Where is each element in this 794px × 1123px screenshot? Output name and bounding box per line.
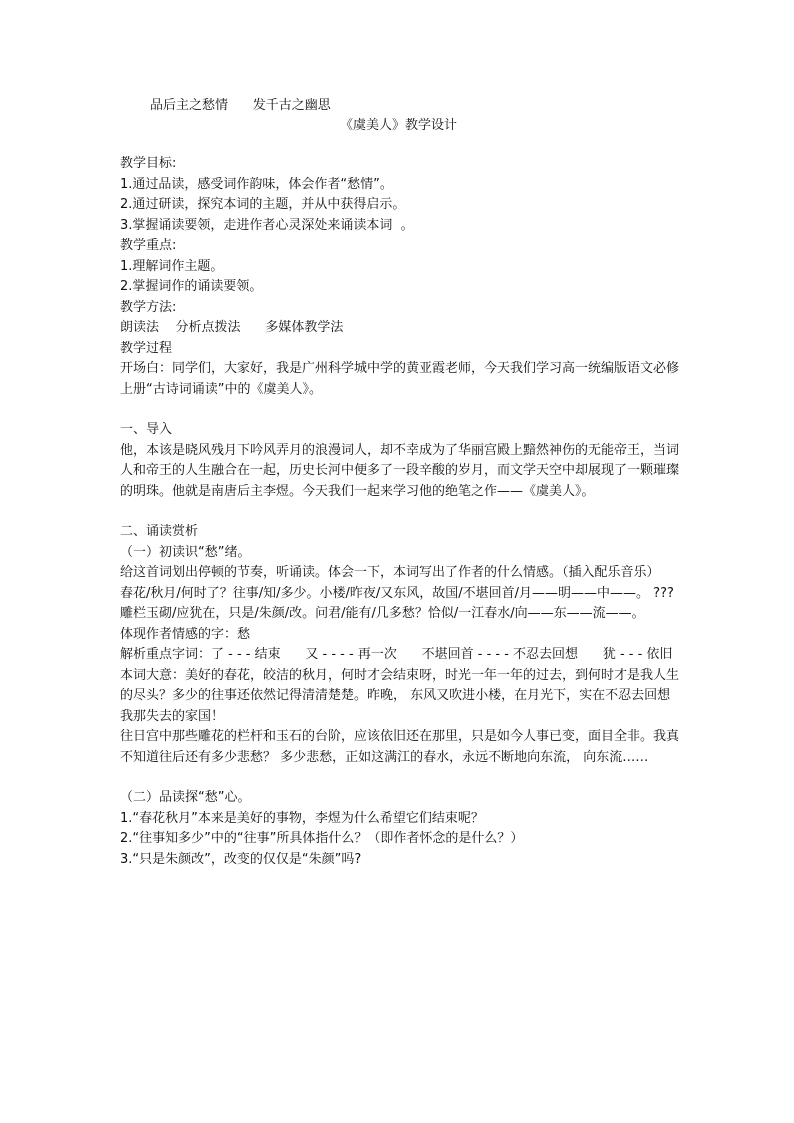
objectives-heading: 教学目标:: [120, 156, 177, 171]
objective-item: 3.掌握诵读要领，走进作者心灵深处来诵读本词 。: [120, 217, 414, 233]
document-title-line: 品后主之愁情 发千古之幽思: [150, 98, 331, 113]
subsection-heading: （二）品读探“愁”心。: [120, 790, 251, 805]
poem-line: 春花/秋月/何时了？往事/知/多少。小楼/昨夜/又东风，故国/不堪回首/月——明——中——。 ???: [120, 585, 674, 601]
emotion-word: 体现作者情感的字：愁: [120, 626, 251, 642]
section2-heading: 二、诵读赏析: [120, 524, 199, 539]
reading-instruction: 给这首词划出停顿的节奏，听诵读。体会一下，本词写出了作者的什么情感。（插入配乐音乐）: [120, 565, 660, 580]
methods-text: 朗读法 分析点拨法 多媒体教学法: [120, 320, 344, 335]
key-points-heading: 教学重点:: [120, 238, 177, 253]
poem-meaning: 往日宫中那些雕花的栏杆和玉石的台阶，应该依旧还在那里，只是如今人事已变，面目全非。我真不知道往后还有多少悲愁？ 多少悲愁，正如这满江的春水，永远不断地向东流， 向东流……: [120, 729, 680, 765]
poem-meaning: 本词大意：美好的春花，皎洁的秋月，何时才会结束呀，时光一年一年的过去，到何时才是我人生的尽头？多少的往事还依然记得清清楚楚。昨晚， 东风又吹进小楼，在月光下，实在不忍去回想我那失去的家国！: [120, 667, 680, 724]
question-item: 2.“往事知多少”中的“往事”所具体指什么？（即作者怀念的是什么？）: [120, 831, 524, 846]
poem-line: 雕栏玉砌/应犹在，只是/朱颜/改。问君/能有/几多愁？恰似/一江春水/向——东——流——。: [120, 606, 645, 621]
key-point-item: 1.理解词作主题。: [120, 258, 224, 274]
question-item: 1.“春花秋月”本来是美好的事物，李煜为什么希望它们结束呢？: [120, 810, 484, 826]
objective-item: 1.通过品读，感受词作韵味，体会作者“愁情”。: [120, 176, 393, 192]
opening-remarks: 开场白：同学们，大家好，我是广州科学城中学的黄亚霞老师，今天我们学习高一统编版语文必修上册“古诗词诵读”中的《虞美人》。: [120, 361, 680, 397]
methods-heading: 教学方法:: [120, 299, 177, 315]
objective-item: 2.通过研读，探究本词的主题，并从中获得启示。: [120, 197, 406, 212]
question-item: 3.“只是朱颜改”，改变的仅仅是“朱颜”吗?: [120, 851, 362, 867]
spacer: [120, 768, 680, 788]
section1-text: 他，本该是晓风残月下吟风弄月的浪漫词人，却不幸成为了华丽宫殿上黯然神伤的无能帝王，当词人和帝王的人生融合在一起，历史长河中便多了一段辛酸的岁月，而文学天空中却展现了一颗璀璨的明珠。他就是南唐后主李煜。今天我们一起来学习他的绝笔之作——《虞美人》。: [120, 442, 680, 499]
key-words: 解析重点字词：了 - - - 结束 又 - - - - 再一次 不堪回首 - - - - 不忍去回想 犹 - - - 依旧: [120, 647, 673, 662]
document-page: [120, 96, 680, 870]
section1-heading: 一、导入: [120, 422, 173, 437]
process-heading: 教学过程: [120, 340, 173, 356]
spacer: [120, 502, 680, 522]
spacer: [120, 400, 680, 420]
key-point-item: 2.掌握词作的诵读要领。: [120, 279, 263, 294]
document-subtitle: 《虞美人》教学设计: [340, 118, 458, 133]
subsection-heading: （一）初读识“愁”绪。: [120, 544, 251, 560]
